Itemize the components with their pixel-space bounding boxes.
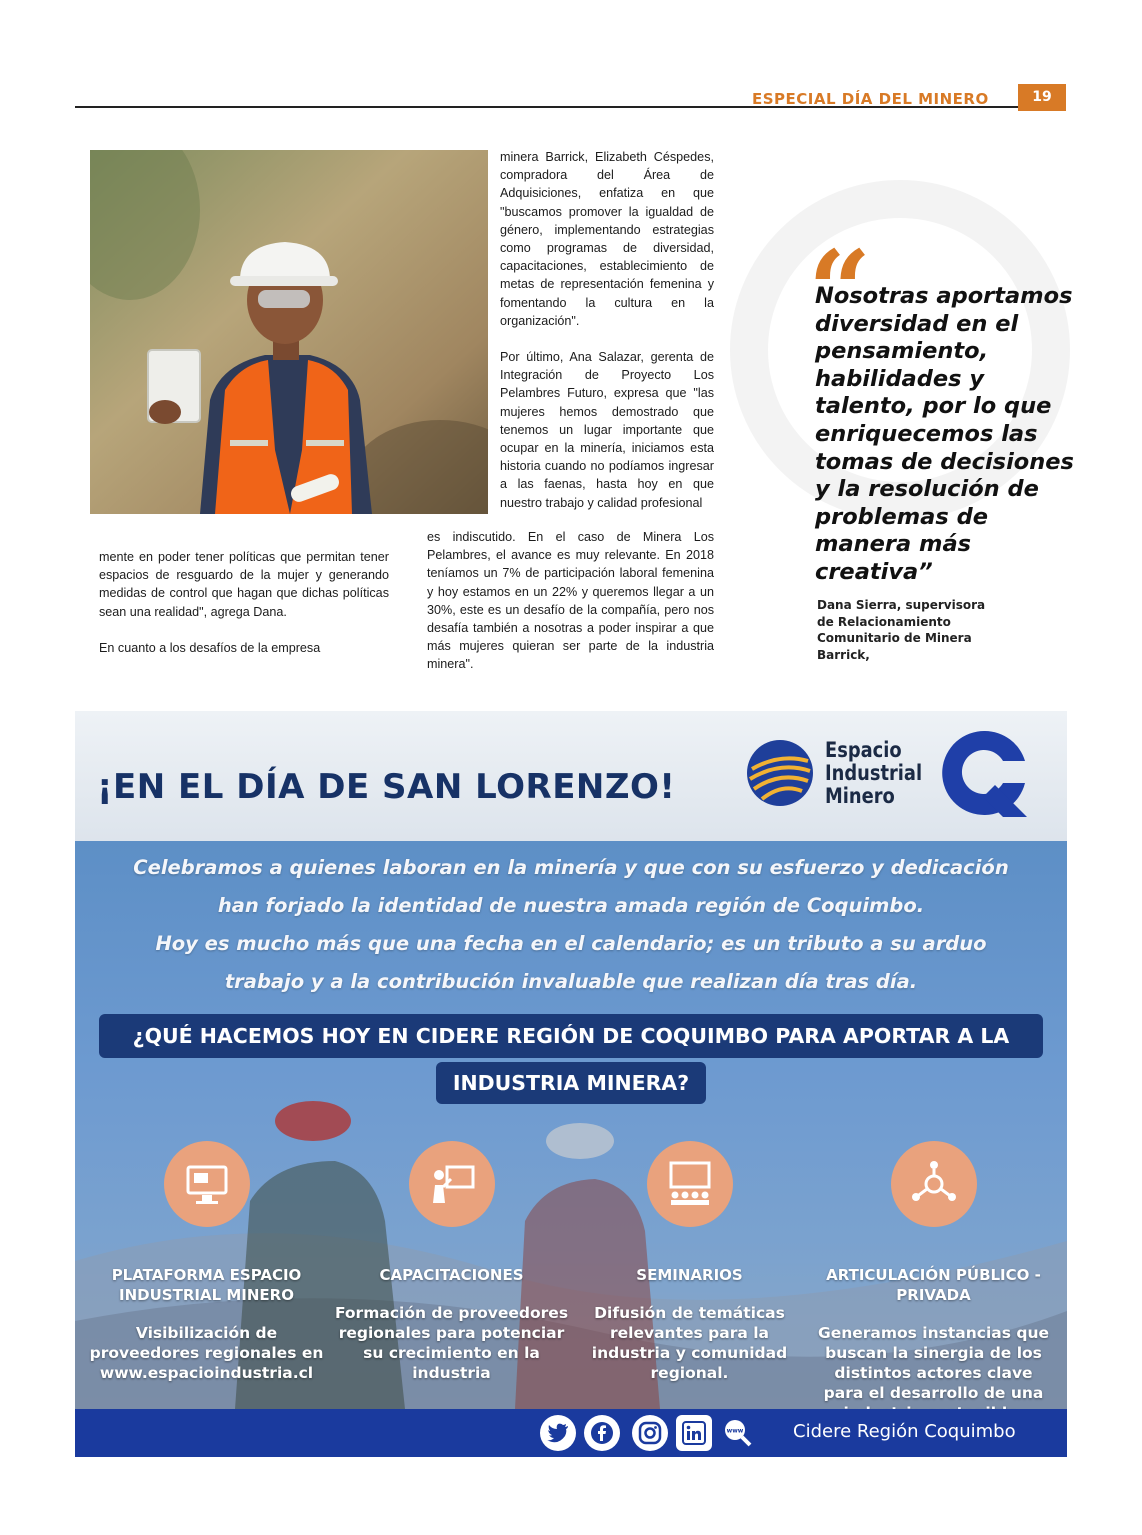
ad-title: ¡EN EL DÍA DE SAN LORENZO! (97, 767, 676, 807)
article-paragraph: Por último, Ana Salazar, gerenta de Integración de Proyecto Los Pelambres Futuro, expresa que "las mujeres hemos demostrado que tenemos un lugar importante que ocupar en la minería, iniciamos esta historia cuando no podíamos ingresar a las faenas, hasta hoy en que nuestro trabajo y calidad profesional (500, 350, 714, 510)
ad-intro-line: trabajo y a la contribución invaluable que realizan día tras día. (224, 970, 918, 993)
svg-text:www: www (726, 1427, 744, 1435)
service-icon-circle (164, 1141, 250, 1227)
article-paragraph: es indiscutido. En el caso de Minera Los Pelambres, el avance es muy relevante. En 2018 teníamos un 7% de participación laboral femenina y hoy estamos en un 22% y queremos llegar a un 30%, este es un desafío de la compañía, pero nos desafía también a nosotras a poder inspirar a que más mujeres quieran ser parte de la industria minera". (427, 530, 714, 672)
ad-intro (95, 849, 1047, 1001)
linkedin-in-icon (682, 1421, 706, 1445)
section-label: ESPECIAL DÍA DEL MINERO (752, 90, 989, 108)
pull-quote: Nosotras aportamos diversidad en el pensamiento, habilidades y talento, por lo que enriquecemos las tomas de decisiones y la resolución de problemas de manera más creativa” (815, 283, 1074, 585)
service-icon-circle (647, 1141, 733, 1227)
service-title: SEMINARIOS (636, 1266, 743, 1284)
article-paragraph: minera Barrick, Elizabeth Céspedes, compradora del Área de Adquisiciones, enfatiza en que "buscamos promover la igualdad de género, implementando estrategias como programas de diversidad, capacitaciones, establecimiento de metas de representación femenina y fomentando la cultura en la organización". (500, 150, 714, 328)
service-title: CAPACITACIONES (379, 1266, 524, 1284)
instagram-camera-icon (638, 1421, 662, 1445)
cidere-logo-icon (937, 725, 1033, 821)
network-icon (909, 1159, 959, 1209)
service-articulation (816, 1141, 1051, 1423)
quote-author-line: Comunitario de Minera (817, 631, 972, 645)
ad-intro-line: Hoy es mucho más que una fecha en el calendario; es un tributo a su arduo (155, 932, 987, 955)
ad-body (75, 841, 1067, 1409)
service-seminars (572, 1141, 807, 1383)
service-platform (89, 1141, 324, 1383)
quote-mark-icon: “ (808, 226, 872, 355)
quote-author-line: Dana Sierra, supervisora (817, 598, 986, 612)
twitter-bird-icon (546, 1421, 570, 1445)
brand-name-line: Minero (825, 784, 895, 808)
article-middle-bottom (427, 528, 714, 674)
service-description: Formación de proveedores regionales para potenciar su crecimiento en la industria (334, 1304, 569, 1382)
article-middle-column (500, 148, 714, 512)
service-training (334, 1141, 569, 1383)
web-search-icon[interactable] (720, 1415, 756, 1451)
ad-intro-line: Celebramos a quienes laboran en la minería y que con su esfuerzo y dedicación (133, 856, 1009, 879)
facebook-f-icon (590, 1421, 614, 1445)
service-title: PLATAFORMA ESPACIO INDUSTRIAL MINERO (111, 1266, 302, 1304)
facebook-icon[interactable] (584, 1415, 620, 1451)
service-icon-circle (891, 1141, 977, 1227)
brand-name (825, 739, 922, 808)
service-description: Generamos instancias que buscan la sinergia de los distintos actores clave para el desarrollo de una (817, 1324, 1049, 1402)
article-paragraph: En cuanto a los desafíos de la empresa (99, 640, 321, 655)
ad-footer (75, 1409, 1067, 1457)
brand-name-line: Industrial (825, 761, 923, 785)
linkedin-icon[interactable] (676, 1415, 712, 1451)
page-number: 19 (1018, 84, 1066, 111)
ad-question-band-2: INDUSTRIA MINERA? (436, 1062, 706, 1104)
quote-author-line: Barrick, (817, 647, 870, 662)
instagram-icon[interactable] (632, 1415, 668, 1451)
presentation-icon (427, 1159, 477, 1209)
service-description: Visibilización de proveedores regionales en www.espacioindustria.cl (89, 1324, 324, 1382)
service-icon-circle (409, 1141, 495, 1227)
worker-illustration (90, 150, 488, 514)
globe-magnifier-icon (723, 1418, 753, 1448)
espacio-industrial-logo-icon (746, 739, 814, 807)
brand-name-line: Espacio (825, 738, 902, 762)
ad-question-band: ¿QUÉ HACEMOS HOY EN CIDERE REGIÓN DE COQUIMBO PARA APORTAR A LA (99, 1014, 1043, 1058)
advertisement (75, 711, 1067, 1457)
seminar-icon (665, 1159, 715, 1209)
quote-author (817, 597, 1007, 663)
article-paragraph: mente en poder tener políticas que permitan tener espacios de resguardo de la mujer y generando medidas de control que hagan que dichas políticas sean una realidad", agrega Dana. (99, 550, 389, 619)
ad-header (75, 711, 1067, 841)
service-description: Difusión de temáticas relevantes para la industria y comunidad regional. (591, 1304, 788, 1382)
article-left-column (99, 548, 389, 675)
monitor-icon (182, 1159, 232, 1209)
ad-intro-line: han forjado la identidad de nuestra amada región de Coquimbo. (217, 894, 925, 917)
service-title: ARTICULACIÓN PÚBLICO - PRIVADA (826, 1266, 1041, 1304)
article-photo (90, 150, 488, 514)
quote-author-line: de Relacionamiento (817, 614, 951, 629)
footer-brand-text: Cidere Región Coquimbo (793, 1421, 1016, 1442)
twitter-icon[interactable] (540, 1415, 576, 1451)
